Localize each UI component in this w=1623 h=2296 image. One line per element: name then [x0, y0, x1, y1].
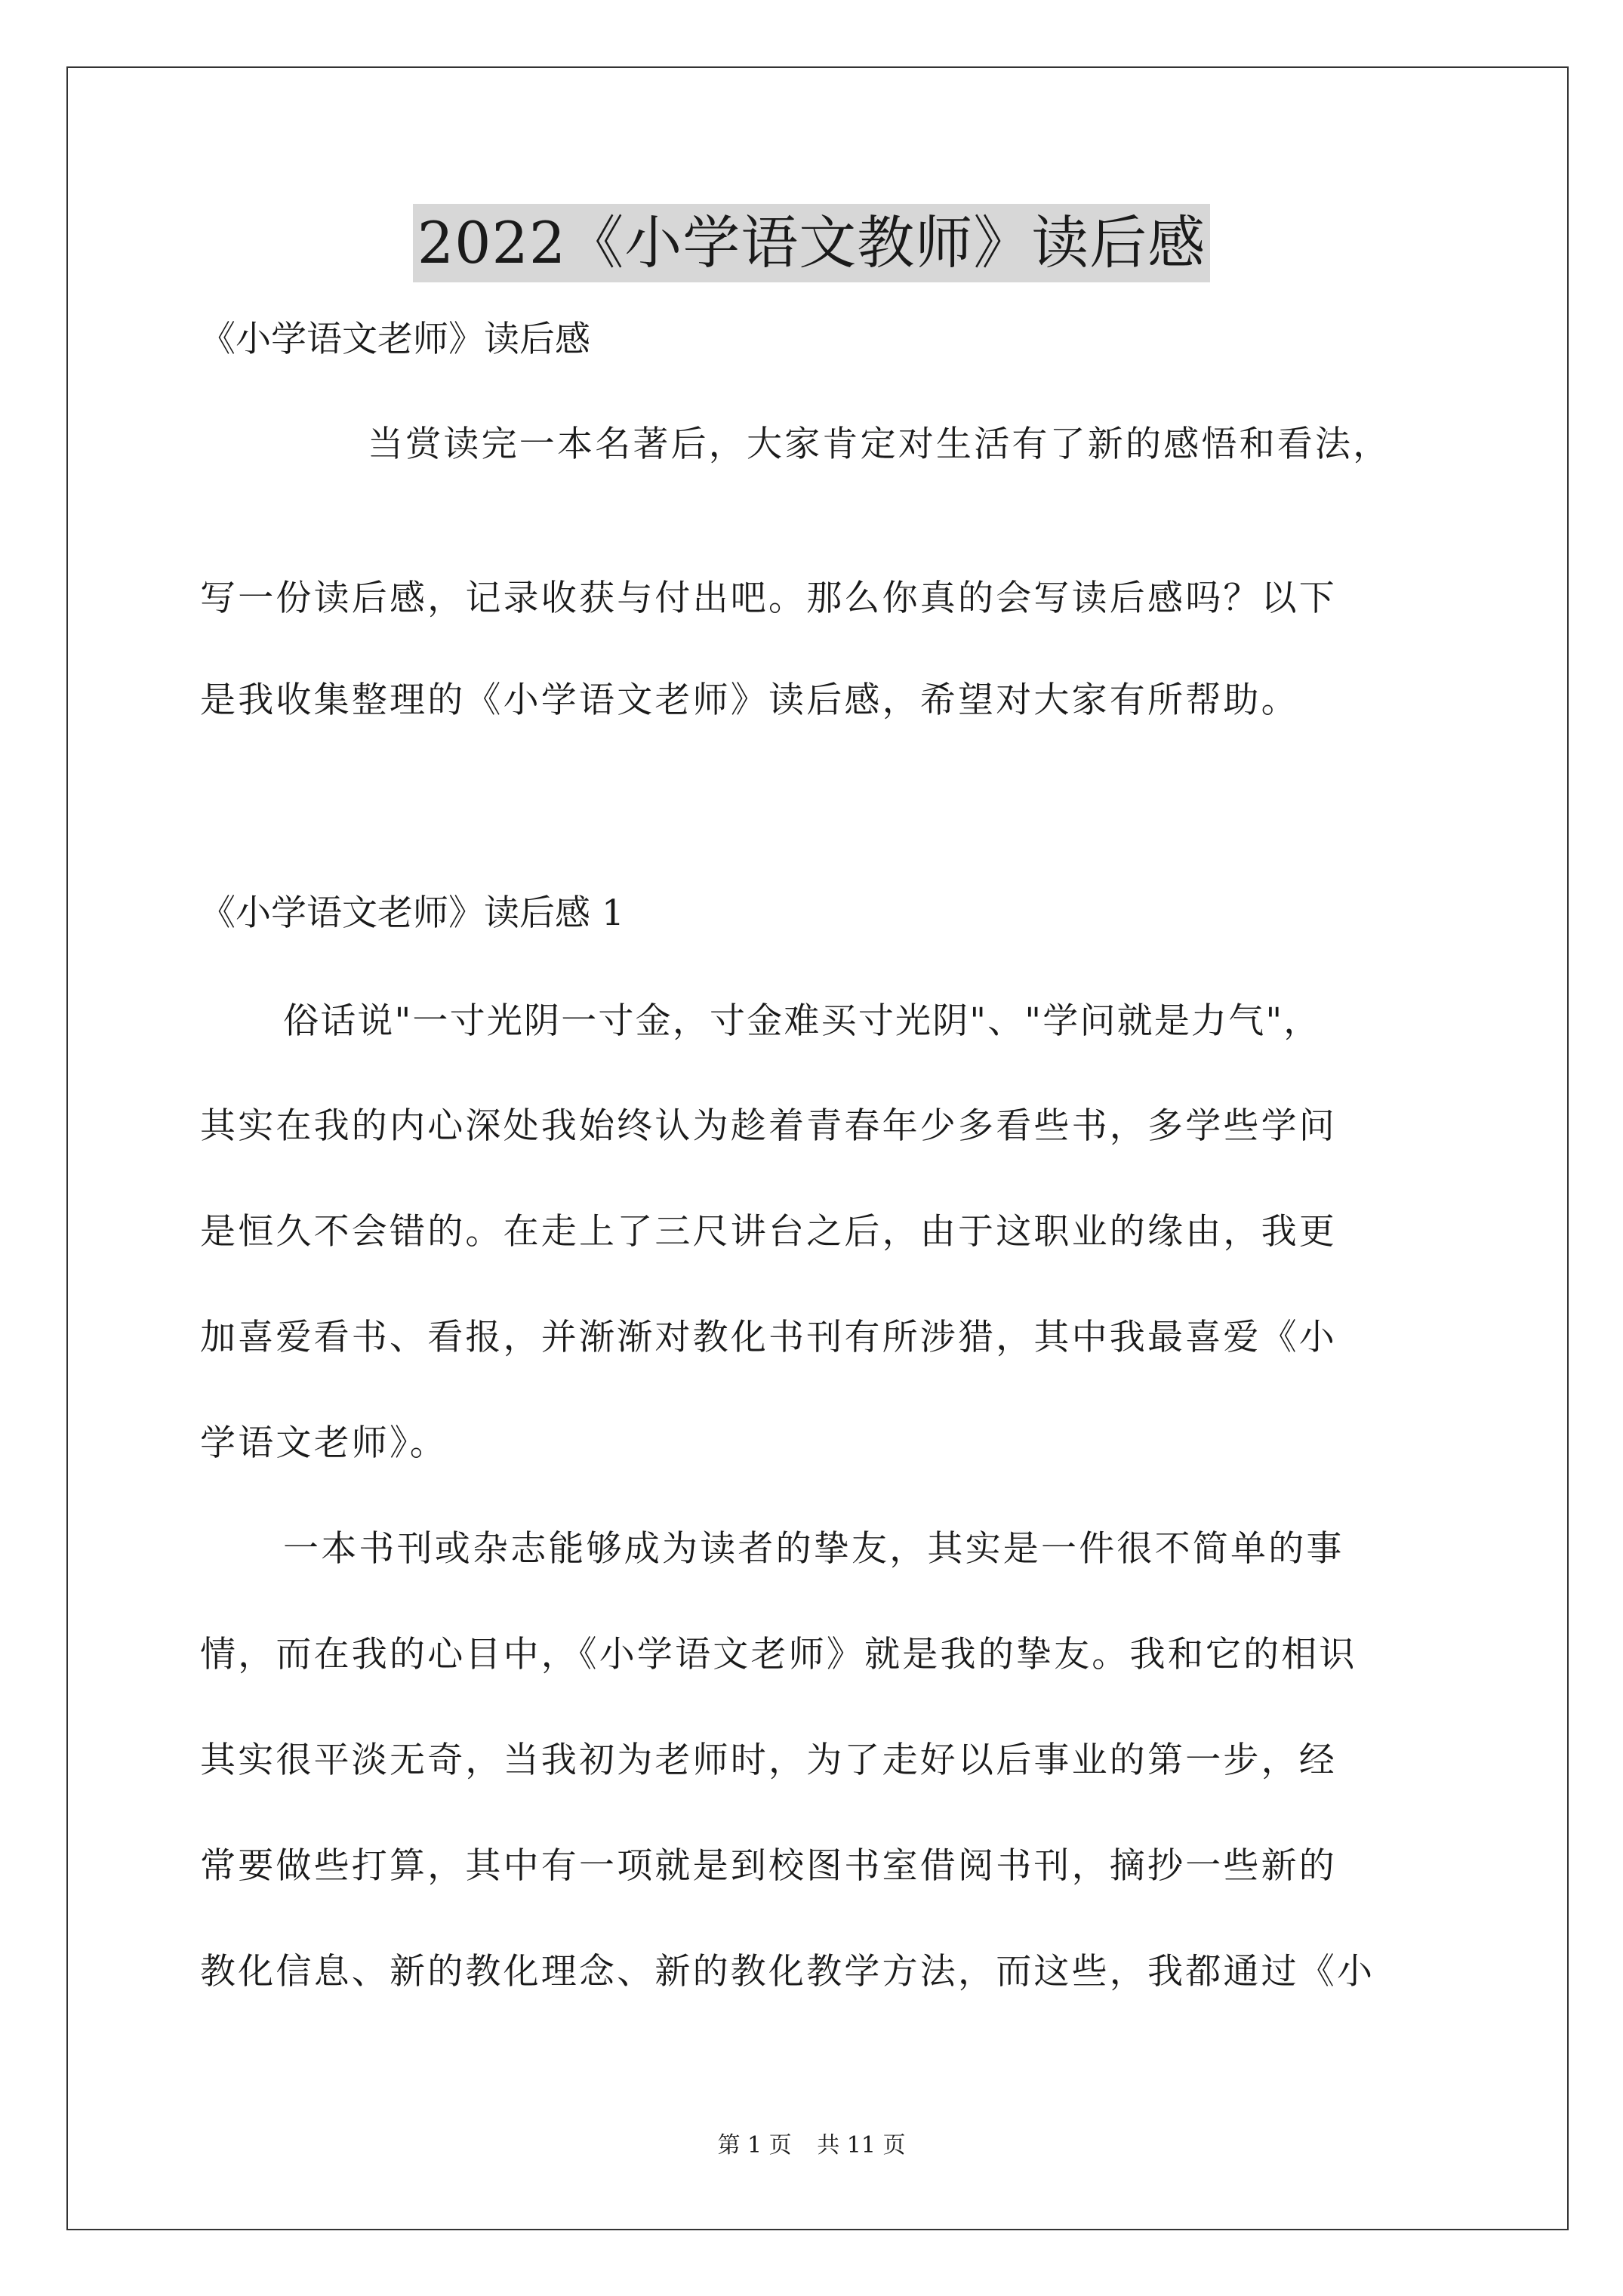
title-container: [0, 204, 1623, 282]
para1-line-1: 俗话说"一寸光阴一寸金，寸金难买寸光阴"、"学问就是力气"，: [283, 1000, 1321, 1042]
para2-line-2: 情，而在我的心目中，《小学语文老师》就是我的挚友。我和它的相识: [200, 1634, 1357, 1675]
intro-line-2: 写一份读后感，记录收获与付出吧。那么你真的会写读后感吗？以下: [200, 578, 1337, 619]
section-heading: 《小学语文老师》读后感 1: [200, 892, 624, 934]
para1-line-3: 是恒久不会错的。在走上了三尺讲台之后，由于这职业的缘由，我更: [200, 1211, 1337, 1253]
page-footer: [0, 2131, 1623, 2161]
document-title: 2022《小学语文教师》读后感: [413, 204, 1210, 282]
intro-line-3: 是我收集整理的《小学语文老师》读后感，希望对大家有所帮助。: [200, 680, 1299, 721]
para1-line-2: 其实在我的内心深处我始终认为趁着青春年少多看些书，多学些学问: [200, 1105, 1337, 1147]
para1-line-5: 学语文老师》。: [200, 1422, 448, 1464]
intro-line-1: 当赏读完一本名著后，大家肯定对生活有了新的感悟和看法，: [368, 424, 1391, 465]
para2-line-1: 一本书刊或杂志能够成为读者的挚友，其实是一件很不简单的事: [283, 1528, 1344, 1570]
page-number: 第 1 页: [717, 2132, 792, 2159]
para2-line-3: 其实很平淡无奇，当我初为老师时，为了走好以后事业的第一步，经: [200, 1740, 1337, 1781]
para2-line-5: 教化信息、新的教化理念、新的教化教学方法，而这些，我都通过《小: [200, 1951, 1375, 1992]
para1-line-4: 加喜爱看书、看报，并渐渐对教化书刊有所涉猎，其中我最喜爱《小: [200, 1317, 1337, 1358]
para2-line-4: 常要做些打算，其中有一项就是到校图书室借阅书刊，摘抄一些新的: [200, 1845, 1337, 1887]
document-subtitle: 《小学语文老师》读后感: [200, 319, 590, 360]
page-total: 共 11 页: [817, 2132, 906, 2159]
